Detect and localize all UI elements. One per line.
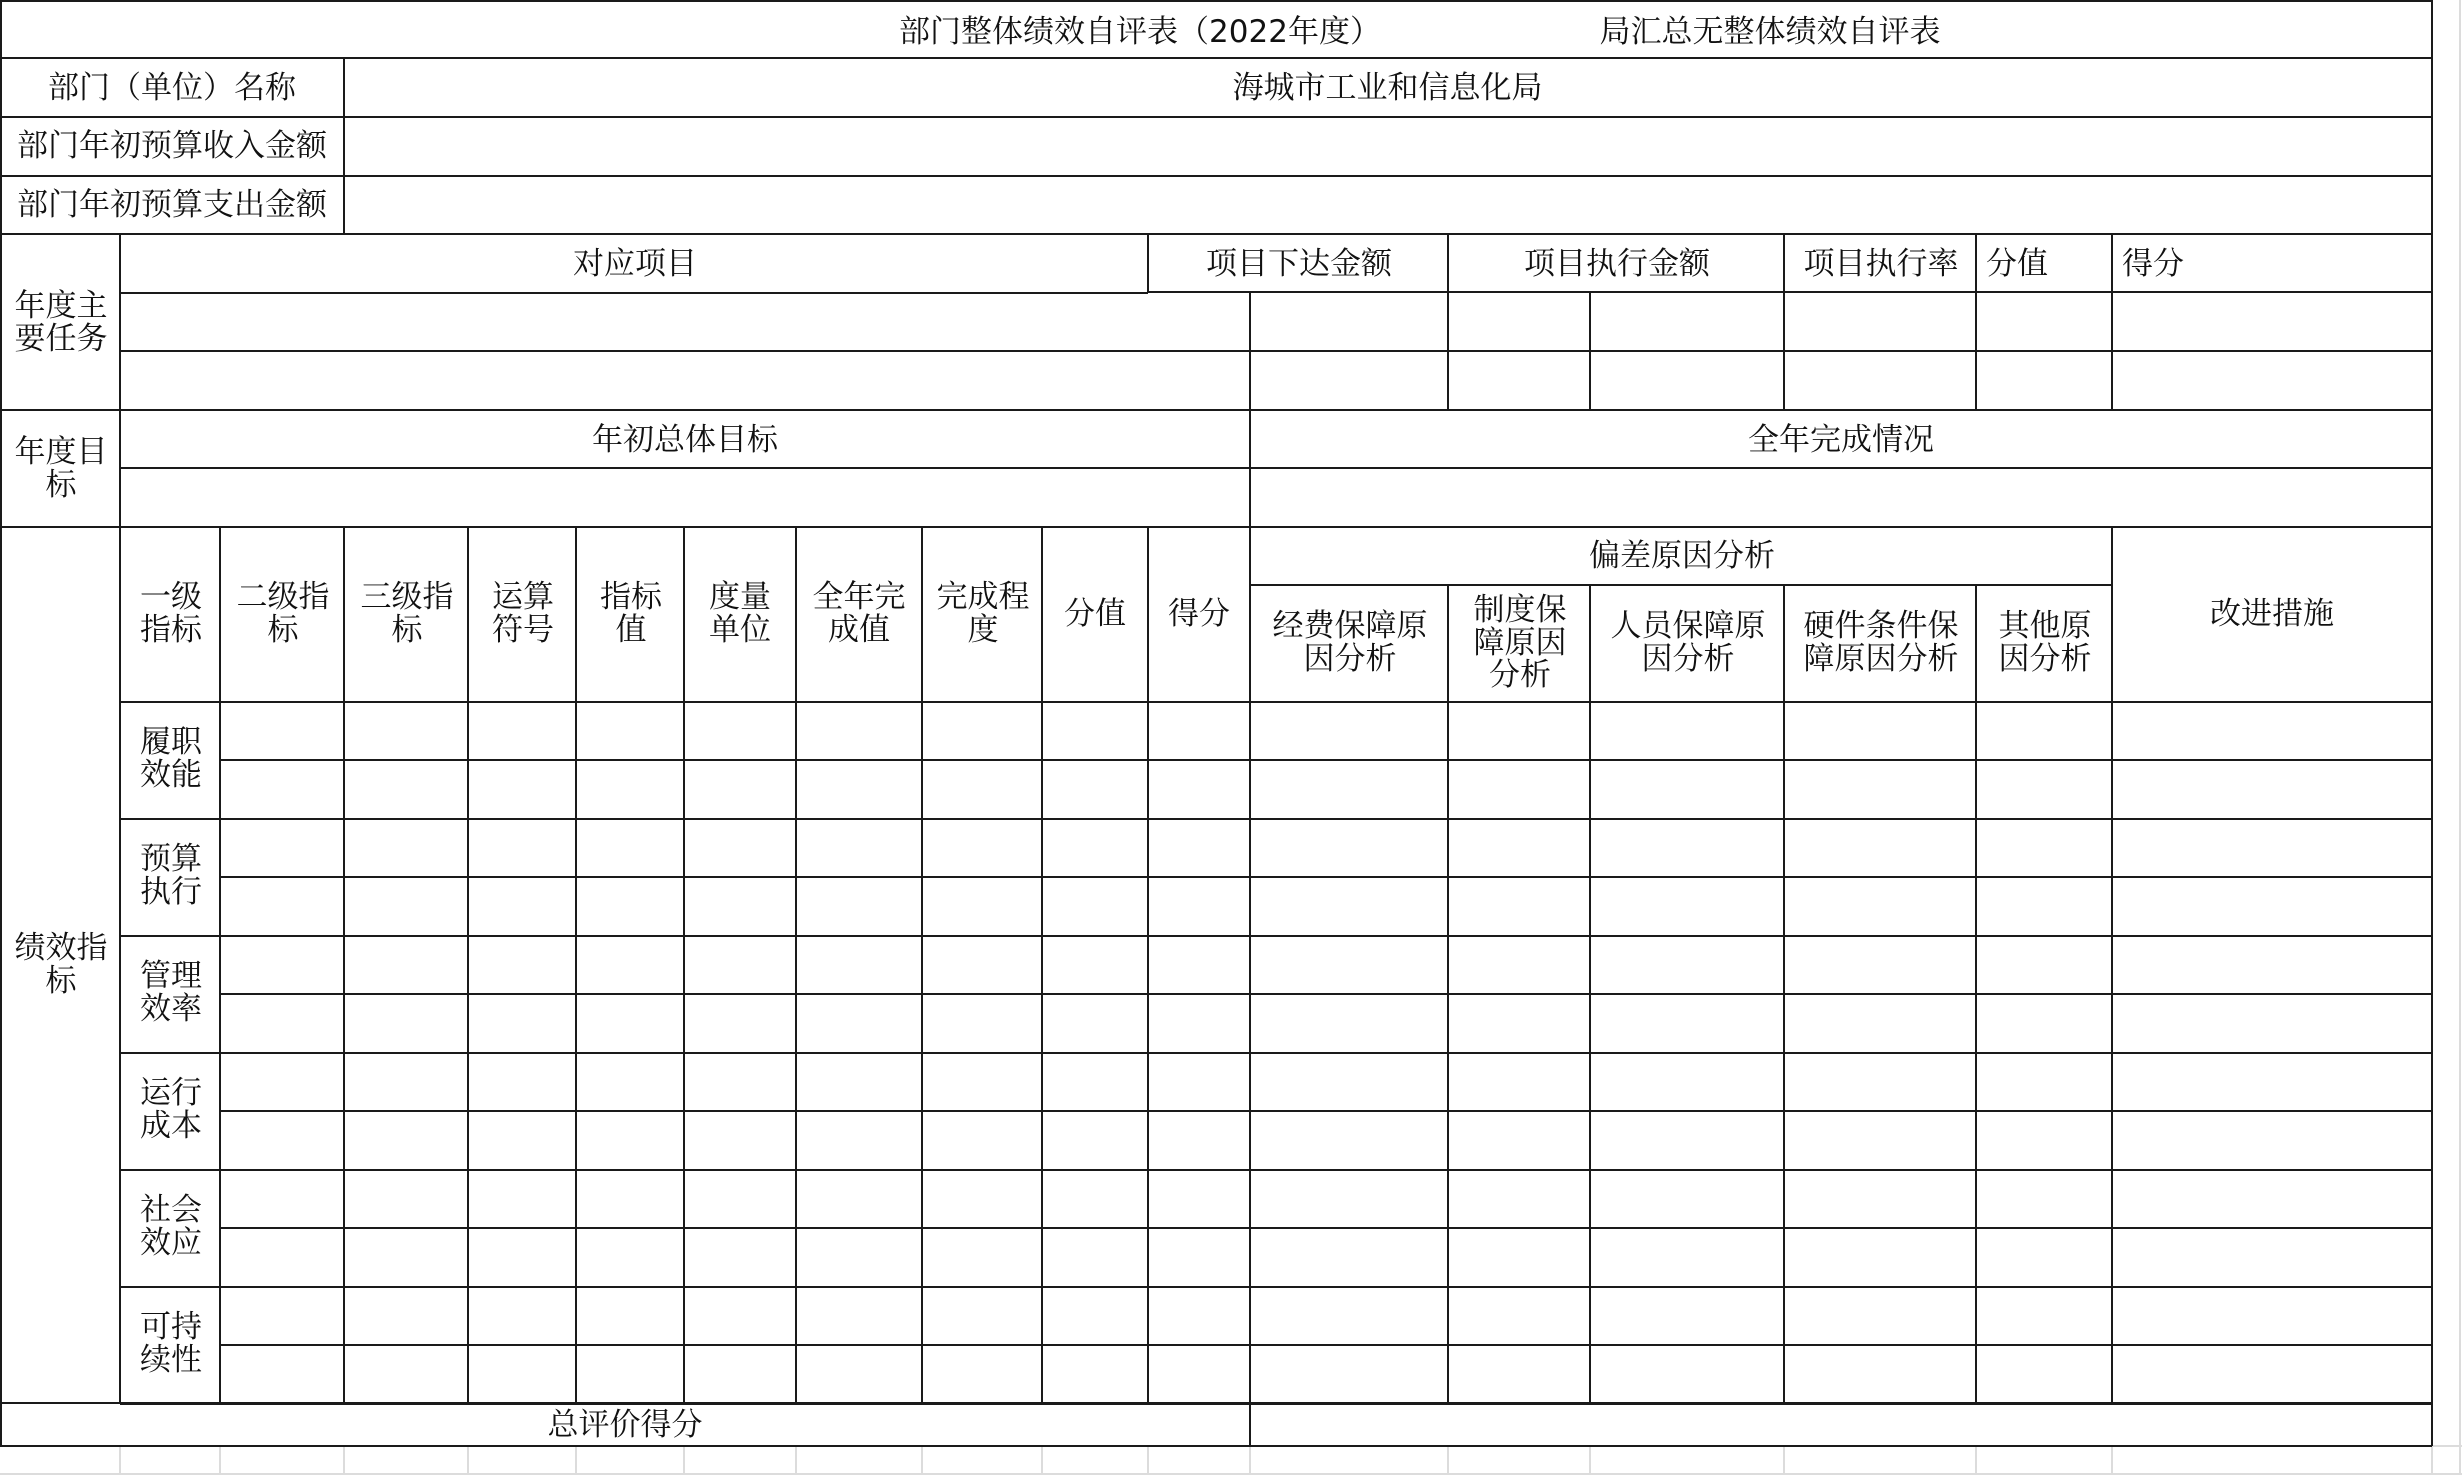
tasks-row-label: 年度主要任务 — [14, 288, 108, 357]
col-execution-rate: 项目执行率 — [1803, 245, 1959, 282]
category-budget: 预算执行 — [140, 841, 202, 910]
hdr-personnel: 人员保障原因分析 — [1610, 608, 1766, 677]
hdr-system: 制度保障原因分析 — [1473, 592, 1567, 694]
sheet-subtitle: 局汇总无整体绩效自评表 — [1599, 13, 1941, 50]
hdr-deviation: 偏差原因分析 — [1589, 537, 1775, 574]
hdr-actual: 全年完成值 — [812, 579, 906, 648]
hdr-other: 其他原因分析 — [1998, 608, 2092, 677]
col-project: 对应项目 — [573, 245, 697, 282]
total-score-label: 总评价得分 — [547, 1406, 703, 1443]
hdr-funding: 经费保障原因分析 — [1272, 608, 1428, 677]
hdr-score-value: 分值 — [1064, 595, 1126, 632]
col-initial-goal: 年初总体目标 — [592, 421, 778, 458]
hdr-improvement: 改进措施 — [2210, 595, 2334, 632]
expense-label: 部门年初预算支出金额 — [17, 186, 327, 223]
hdr-score: 得分 — [1168, 595, 1230, 632]
income-label: 部门年初预算收入金额 — [17, 127, 327, 164]
indicators-row-label: 绩效指标 — [14, 930, 108, 999]
goals-row-label: 年度目标 — [14, 434, 108, 503]
hdr-degree: 完成程度 — [936, 579, 1030, 648]
category-social: 社会效应 — [140, 1192, 202, 1261]
hdr-level3: 三级指标 — [360, 579, 454, 648]
col-annual-completion: 全年完成情况 — [1748, 421, 1934, 458]
category-performance: 履职效能 — [140, 724, 202, 793]
hdr-level2: 二级指标 — [236, 579, 330, 648]
expense-value[interactable] — [345, 177, 2430, 233]
hdr-hardware: 硬件条件保障原因分析 — [1803, 608, 1959, 677]
hdr-unit: 度量单位 — [709, 579, 771, 648]
category-sustainability: 可持续性 — [140, 1309, 202, 1378]
category-management: 管理效率 — [140, 958, 202, 1027]
hdr-level1: 一级指标 — [140, 579, 202, 648]
col-issued-amount: 项目下达金额 — [1206, 245, 1392, 282]
hdr-target: 指标值 — [600, 579, 662, 648]
total-score-value[interactable] — [1252, 1404, 2430, 1446]
hdr-operator: 运算符号 — [492, 579, 554, 648]
dept-name-label: 部门（单位）名称 — [48, 69, 296, 106]
sheet-title: 部门整体绩效自评表（2022年度） — [899, 13, 1381, 50]
dept-name-value[interactable]: 海城市工业和信息化局 — [1232, 69, 1543, 106]
income-value[interactable] — [345, 118, 2430, 174]
col-score-value: 分值 — [1986, 245, 2048, 282]
col-executed-amount: 项目执行金额 — [1524, 245, 1710, 282]
col-score: 得分 — [2122, 245, 2184, 282]
category-cost: 运行成本 — [140, 1075, 202, 1144]
